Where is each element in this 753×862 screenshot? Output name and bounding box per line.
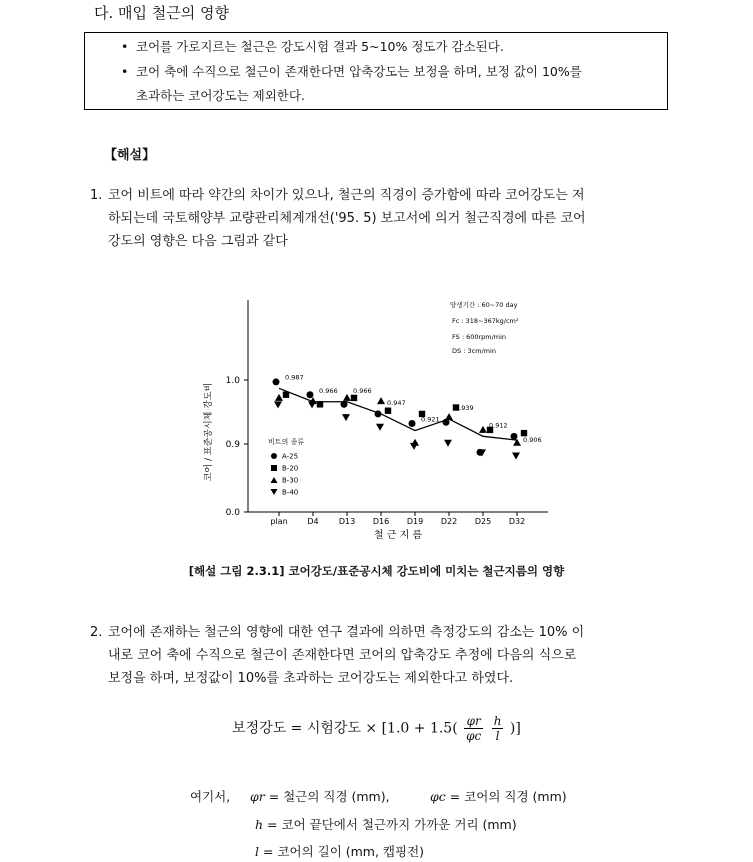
definition-phi-c: φc = 코어의 직경 (mm) <box>430 789 567 804</box>
x-tick-label: D4 <box>307 517 319 526</box>
data-point-b-40 <box>444 440 452 447</box>
y-tick-label: 1.0 <box>225 376 240 386</box>
data-point-b-30 <box>479 426 487 433</box>
data-point-a-25 <box>375 410 382 417</box>
x-tick-label: plan <box>270 517 288 526</box>
data-point-a-25 <box>273 378 280 385</box>
figure-caption: [해설 그림 2.3.1] 코어강도/표준공시체 강도비에 미치는 철근지름의 영향 <box>188 564 565 578</box>
mean-value-label: 0.966 <box>353 386 372 395</box>
x-tick-label: D19 <box>406 517 424 526</box>
legend-circle-marker <box>271 453 277 459</box>
correction-formula: 보정강도 = 시험강도 × [1.0 + 1.5( $\frac{\varphi r}{\varphi c}$ $\frac{h}{l}$ )] <box>232 714 521 743</box>
box-bullet-1: • 코어를 가로지르는 철근은 강도시험 결과 5~10% 정도가 감소된다. <box>121 39 504 54</box>
data-point-a-25 <box>307 391 314 398</box>
rebar-strength-chart <box>196 292 566 550</box>
definition-intro: 여기서, <box>190 789 231 804</box>
condition-fc: Fc : 318~367kg/cm² <box>452 317 519 325</box>
condition-curing: 양생기간 : 60~70 day <box>450 301 518 309</box>
x-tick-label: D16 <box>372 517 390 526</box>
mean-value-label: 0.912 <box>489 421 508 430</box>
mean-value-label: 0.906 <box>523 436 542 445</box>
y-tick-label: 0.0 <box>225 508 240 518</box>
mean-value-label: 0.966 <box>319 386 338 395</box>
mean-value-label: 0.947 <box>387 398 406 407</box>
commentary-heading: 【해설】 <box>104 148 156 163</box>
data-point-b-40 <box>308 401 316 408</box>
paragraph-1: 코어 비트에 따라 약간의 차이가 있으나, 철근의 직경이 증가함에 따라 코어강도는 저 하되는데 국토해양부 교량관리체계개선('95. 5) 보고서에 의거 철근직경에 따른 코어 강도의 영향은 다음 그림과 같다 <box>108 188 586 249</box>
x-tick-label: D32 <box>508 517 526 526</box>
ratio-h-l: $\frac{h}{l}$ <box>493 714 502 743</box>
data-point-b-30 <box>445 413 453 420</box>
paragraph-2: 코어에 존재하는 철근의 영향에 대한 연구 결과에 의하면 측정강도의 감소는 10% 이 내로 코어 축에 수직으로 철근이 존재한다면 코어의 압축강도 추정에 다음의 식으로 보정을 하며, 보정값이 10%를 초과하는 코어강도는 제외한다고 하였다. <box>108 625 585 686</box>
data-point-b-40 <box>274 401 282 408</box>
data-point-b-40 <box>342 414 350 421</box>
mean-value-label: 0.939 <box>455 404 474 413</box>
data-point-a-25 <box>341 401 348 408</box>
x-axis-label: 철 근 지 름 <box>373 530 423 541</box>
chart-legend <box>268 437 304 497</box>
data-point-b-20 <box>351 395 357 401</box>
data-point-b-40 <box>512 453 520 460</box>
box-bullet-2: • 코어 축에 수직으로 철근이 존재한다면 압축강도는 보정을 하며, 보정 값이 10%를 <box>121 64 582 79</box>
legend-square-marker <box>271 465 277 471</box>
definition-phi-r: φr = 철근의 직경 (mm), <box>250 789 390 804</box>
definition-h: h = 코어 끝단에서 철근까지 가까운 거리 (mm) <box>255 817 517 832</box>
y-axis-label: 코어 / 표준공시체 강도비 <box>204 382 214 482</box>
ratio-phi: $\frac{\varphi r}{\varphi c}$ <box>466 714 482 743</box>
y-tick-label: 0.9 <box>225 440 240 450</box>
test-conditions <box>450 300 519 355</box>
legend-label-b20: B-20 <box>282 464 299 473</box>
legend-label-a25: A-25 <box>282 452 299 461</box>
paragraph-2-number: 2. <box>90 625 103 640</box>
legend-triangle-down-marker <box>271 489 278 495</box>
condition-ds: DS : 3cm/min <box>452 347 496 355</box>
section-title: 다. 매입 철근의 영향 <box>94 4 229 22</box>
legend-label-b30: B-30 <box>282 476 299 485</box>
data-point-a-25 <box>409 420 416 427</box>
legend-label-b40: B-40 <box>282 488 299 497</box>
data-point-b-20 <box>385 408 391 414</box>
paragraph-1-number: 1. <box>90 188 103 203</box>
x-tick-label: D25 <box>474 517 492 526</box>
requirement-box <box>84 32 668 110</box>
definition-l: l = 코어의 길이 (mm, 캡핑전) <box>255 844 425 859</box>
mean-value-label: 0.987 <box>285 373 304 382</box>
data-point-a-25 <box>511 433 518 440</box>
condition-fs: FS : 600rpm/min <box>452 333 507 341</box>
legend-title: 비트의 종류 <box>268 438 305 446</box>
data-point-b-30 <box>343 394 351 401</box>
mean-value-label: 0.921 <box>421 415 440 424</box>
x-tick-label: D22 <box>440 517 458 526</box>
data-point-b-30 <box>377 397 385 404</box>
data-point-b-20 <box>317 401 323 407</box>
data-point-b-20 <box>283 392 289 398</box>
x-tick-label: D13 <box>338 517 356 526</box>
box-bullet-2-cont: 초과하는 코어강도는 제외한다. <box>136 88 305 103</box>
legend-triangle-up-marker <box>271 477 278 483</box>
data-point-b-40 <box>376 424 384 431</box>
data-point-b-40 <box>410 443 418 450</box>
data-point-b-30 <box>275 394 283 401</box>
